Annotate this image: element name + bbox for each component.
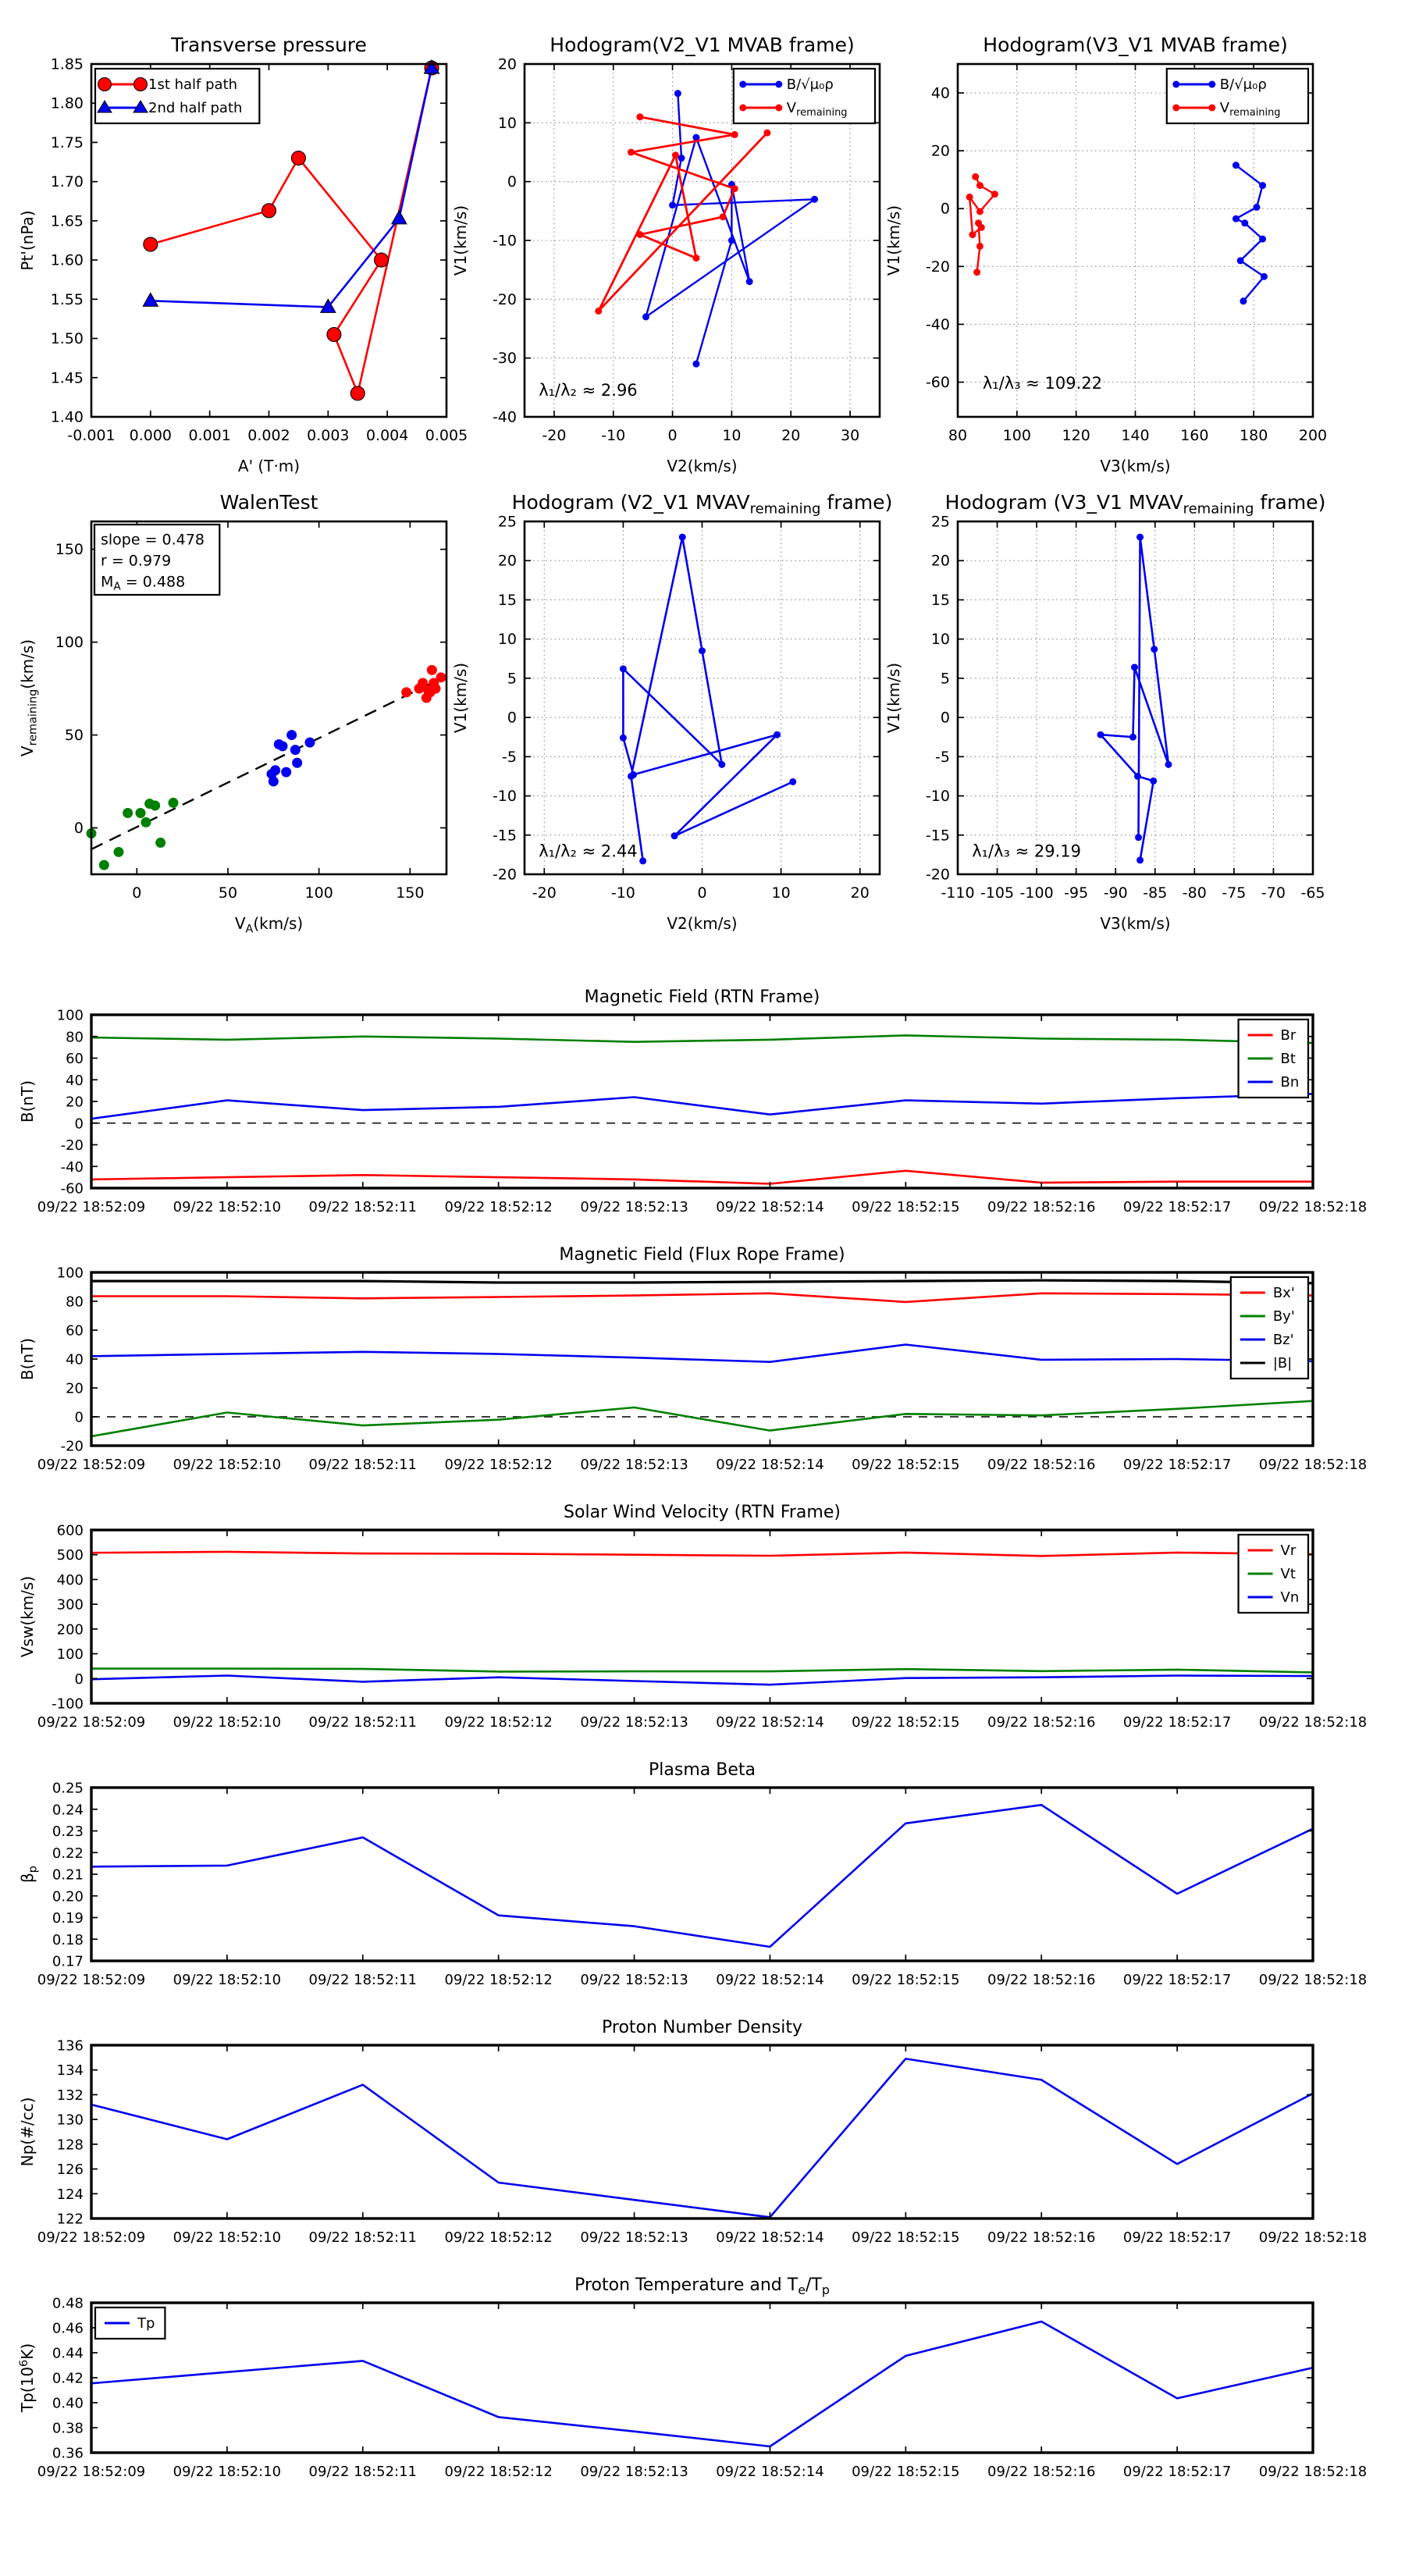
x-tick-label: 09/22 18:52:15 bbox=[852, 1714, 960, 1731]
x-tick-label: -90 bbox=[1103, 884, 1128, 902]
y-tick-label: -20 bbox=[925, 258, 950, 276]
y-tick-label: 132 bbox=[56, 2087, 84, 2104]
legend-proton-temperature bbox=[95, 2307, 165, 2339]
x-tick-label: 09/22 18:52:13 bbox=[580, 1457, 688, 1473]
x-tick-label: 30 bbox=[840, 427, 860, 444]
y-tick-label: 60 bbox=[66, 1322, 84, 1340]
annotation: λ₁/λ₂ ≈ 2.44 bbox=[539, 841, 638, 861]
y-tick-label: 400 bbox=[56, 1571, 84, 1589]
x-tick-label: 50 bbox=[218, 884, 238, 902]
legend-label: Vn bbox=[1280, 1589, 1300, 1606]
x-tick-label: 09/22 18:52:12 bbox=[444, 1714, 553, 1731]
plot-title: Proton Temperature and $T_e/T_p$ bbox=[574, 2275, 830, 2297]
plot-magnetic-field-rtn bbox=[18, 987, 1367, 1215]
y-tick-label: -20 bbox=[492, 866, 517, 884]
x-tick-label: -110 bbox=[941, 884, 975, 902]
x-tick-label: -85 bbox=[1143, 884, 1168, 902]
series-v-remaining-hodogram bbox=[623, 537, 792, 861]
legend-label: Bn bbox=[1280, 1074, 1300, 1091]
y-tick-label: 0.36 bbox=[52, 2445, 84, 2462]
x-tick-label: 100 bbox=[1002, 427, 1031, 444]
y-tick-label: 20 bbox=[66, 1380, 84, 1397]
x-tick-label: 09/22 18:52:18 bbox=[1258, 2229, 1368, 2246]
legend-magnetic-field-flux-rope bbox=[1231, 1277, 1308, 1379]
y-tick-label: 0 bbox=[74, 1409, 84, 1426]
y-tick-label: 10 bbox=[497, 631, 517, 649]
plot-transverse-pressure bbox=[18, 34, 468, 475]
y-tick-label: 60 bbox=[66, 1051, 84, 1067]
plot-hodogram-v2v1-mvab bbox=[451, 34, 880, 475]
y-tick-label: -20 bbox=[925, 866, 950, 884]
x-axis-label: V3(km/s) bbox=[1100, 914, 1171, 933]
x-axis-label: V2(km/s) bbox=[667, 914, 738, 933]
y-axis-label: V1(km/s) bbox=[451, 662, 470, 734]
x-tick-label: 0.000 bbox=[129, 427, 173, 444]
y-axis-label: $\beta_p$ bbox=[18, 1866, 40, 1883]
y-tick-label: -30 bbox=[492, 350, 517, 368]
y-tick-label: 0.40 bbox=[52, 2395, 84, 2412]
y-tick-label: 0.20 bbox=[52, 1888, 84, 1905]
annotation: λ₁/λ₂ ≈ 2.96 bbox=[539, 380, 638, 400]
legend-label: $V_{remaining}$ bbox=[786, 100, 848, 119]
y-tick-label: 1.55 bbox=[50, 290, 84, 308]
y-tick-label: 200 bbox=[56, 1621, 84, 1638]
y-axis-label: B(nT) bbox=[18, 1337, 37, 1381]
info-line: r = 0.979 bbox=[101, 552, 172, 570]
x-tick-label: 0.005 bbox=[425, 427, 468, 444]
plot-title: Solar Wind Velocity (RTN Frame) bbox=[564, 1503, 841, 1522]
x-tick-label: 0.001 bbox=[188, 427, 231, 444]
x-tick-label: 0 bbox=[132, 884, 142, 902]
x-tick-label: 10 bbox=[771, 884, 791, 902]
plot-proton-temperature bbox=[18, 2275, 1367, 2480]
legend-label: Bt bbox=[1280, 1051, 1296, 1067]
x-tick-label: 09/22 18:52:13 bbox=[580, 2229, 688, 2246]
plot-title: Plasma Beta bbox=[649, 1760, 756, 1780]
x-axis-label: $V_A(km/s)$ bbox=[234, 914, 304, 936]
y-tick-label: 1.75 bbox=[50, 133, 84, 151]
y-tick-label: -60 bbox=[60, 1180, 84, 1197]
x-tick-label: 09/22 18:52:10 bbox=[173, 2464, 282, 2480]
y-tick-label: 128 bbox=[56, 2137, 84, 2154]
x-tick-label: 09/22 18:52:16 bbox=[987, 2229, 1096, 2246]
x-tick-label: 0 bbox=[697, 884, 707, 902]
y-tick-label: 20 bbox=[497, 552, 517, 570]
axes-frame bbox=[91, 1788, 1313, 1961]
plot-hodogram-v3v1-mvab bbox=[884, 34, 1327, 475]
y-tick-label: 126 bbox=[56, 2161, 84, 2179]
y-tick-label: 50 bbox=[64, 727, 84, 745]
x-tick-label: -80 bbox=[1182, 884, 1207, 902]
y-tick-label: 1.60 bbox=[50, 251, 84, 269]
x-tick-label: -95 bbox=[1064, 884, 1089, 902]
y-tick-label: 1.70 bbox=[50, 173, 84, 191]
y-axis-label: B(nT) bbox=[18, 1080, 37, 1123]
x-tick-label: 09/22 18:52:12 bbox=[444, 2464, 553, 2480]
y-tick-label: 0.17 bbox=[52, 1953, 84, 1970]
y-tick-label: 80 bbox=[66, 1293, 84, 1311]
x-tick-label: 09/22 18:52:13 bbox=[580, 2464, 688, 2480]
x-tick-label: 09/22 18:52:18 bbox=[1258, 2464, 1368, 2480]
legend-label: 1st half path bbox=[148, 76, 238, 93]
x-tick-label: 09/22 18:52:10 bbox=[173, 1199, 282, 1215]
x-tick-label: -105 bbox=[980, 884, 1015, 902]
x-tick-label: 09/22 18:52:14 bbox=[716, 1714, 824, 1731]
plot-title: Hodogram(V3_V1 MVAB frame) bbox=[983, 34, 1288, 56]
x-tick-label: 09/22 18:52:17 bbox=[1122, 2229, 1232, 2246]
legend-label: Vr bbox=[1280, 1542, 1297, 1559]
plot-hodogram-v2v1-mvav bbox=[451, 491, 892, 933]
y-tick-label: 0.21 bbox=[52, 1866, 84, 1884]
x-tick-label: 09/22 18:52:11 bbox=[308, 1714, 417, 1731]
x-tick-label: 09/22 18:52:12 bbox=[444, 1972, 553, 1988]
y-tick-label: 0.44 bbox=[52, 2345, 84, 2362]
x-tick-label: 09/22 18:52:09 bbox=[37, 2464, 146, 2480]
plot-title: Hodogram (V2_V1 $MVAV_{remaining}$ frame) bbox=[511, 491, 893, 518]
x-tick-label: 0 bbox=[667, 427, 678, 444]
x-tick-label: 09/22 18:52:14 bbox=[716, 1457, 824, 1473]
y-tick-label: 122 bbox=[56, 2211, 84, 2228]
legend-label: Bx' bbox=[1272, 1285, 1295, 1301]
y-tick-label: 600 bbox=[56, 1522, 84, 1539]
x-tick-label: 09/22 18:52:17 bbox=[1122, 2464, 1232, 2480]
y-tick-label: -20 bbox=[60, 1137, 84, 1154]
series-by- bbox=[91, 1401, 1313, 1436]
y-tick-label: 25 bbox=[930, 513, 950, 531]
plot-title: WalenTest bbox=[219, 491, 318, 514]
plot-title: Hodogram(V2_V1 MVAB frame) bbox=[550, 34, 855, 56]
y-axis-label: Np(#/cc) bbox=[18, 2097, 37, 2167]
annotation: λ₁/λ₃ ≈ 109.22 bbox=[982, 373, 1103, 393]
y-tick-label: 0.24 bbox=[52, 1802, 84, 1819]
y-tick-label: 124 bbox=[56, 2186, 84, 2203]
x-tick-label: -20 bbox=[542, 427, 567, 444]
x-axis-label: A' (T·m) bbox=[237, 457, 301, 475]
y-tick-label: -10 bbox=[492, 788, 517, 806]
axes-frame bbox=[91, 2045, 1313, 2218]
y-tick-label: 15 bbox=[497, 591, 517, 609]
y-axis-label: V1(km/s) bbox=[884, 205, 903, 276]
y-axis-label: Vsw(km/s) bbox=[18, 1575, 37, 1658]
y-tick-label: -10 bbox=[925, 788, 950, 806]
x-tick-label: 09/22 18:52:16 bbox=[987, 1972, 1096, 1988]
legend-label: Vt bbox=[1280, 1566, 1296, 1582]
legend-solar-wind-velocity bbox=[1239, 1535, 1308, 1613]
y-axis-label: Pt'(nPa) bbox=[18, 210, 37, 271]
series-tp bbox=[91, 2322, 1313, 2446]
x-tick-label: 09/22 18:52:16 bbox=[987, 1199, 1096, 1215]
y-tick-label: 40 bbox=[66, 1351, 84, 1368]
y-tick-label: 1.65 bbox=[50, 212, 84, 230]
y-tick-label: -40 bbox=[60, 1158, 84, 1176]
y-tick-label: 5 bbox=[940, 670, 950, 688]
y-tick-label: 0 bbox=[74, 1670, 84, 1688]
series-bx- bbox=[91, 1293, 1313, 1302]
x-tick-label: 0.003 bbox=[307, 427, 350, 444]
x-tick-label: 09/22 18:52:15 bbox=[852, 2229, 960, 2246]
x-tick-label: 09/22 18:52:18 bbox=[1258, 1714, 1368, 1731]
plot-proton-number-density bbox=[18, 2018, 1367, 2246]
x-tick-label: 09/22 18:52:11 bbox=[308, 1199, 417, 1215]
y-tick-label: 1.50 bbox=[50, 330, 84, 348]
x-tick-label: 09/22 18:52:09 bbox=[37, 1199, 146, 1215]
x-tick-label: 09/22 18:52:10 bbox=[173, 1972, 282, 1988]
plot-plasma-beta bbox=[18, 1760, 1367, 1988]
legend-label: Br bbox=[1280, 1027, 1297, 1044]
y-tick-label: -10 bbox=[492, 232, 517, 250]
x-tick-label: 09/22 18:52:16 bbox=[987, 1714, 1096, 1731]
x-tick-label: 09/22 18:52:15 bbox=[852, 1199, 960, 1215]
x-tick-label: 09/22 18:52:17 bbox=[1122, 1714, 1232, 1731]
x-axis-label: V2(km/s) bbox=[667, 457, 738, 475]
x-tick-label: 09/22 18:52:14 bbox=[716, 2229, 824, 2246]
legend-transverse-pressure bbox=[95, 69, 259, 123]
y-tick-label: 0 bbox=[74, 1115, 84, 1133]
x-tick-label: 0.004 bbox=[365, 427, 409, 444]
x-tick-label: 09/22 18:52:11 bbox=[308, 2464, 417, 2480]
x-tick-label: 09/22 18:52:09 bbox=[37, 1714, 146, 1731]
x-tick-label: 160 bbox=[1180, 427, 1209, 444]
legend-hodogram-v2v1-mvab bbox=[734, 69, 875, 123]
series-vn bbox=[91, 1676, 1313, 1685]
legend-label: B/√μ₀ρ bbox=[786, 76, 834, 93]
series-vt bbox=[91, 1669, 1313, 1673]
x-tick-label: 09/22 18:52:17 bbox=[1122, 1457, 1232, 1473]
y-tick-label: 10 bbox=[497, 114, 517, 132]
y-tick-label: 0.42 bbox=[52, 2370, 84, 2387]
y-tick-label: 0.18 bbox=[52, 1931, 84, 1948]
y-tick-label: 1.40 bbox=[50, 408, 84, 426]
axes-frame bbox=[958, 521, 1313, 874]
y-tick-label: 40 bbox=[66, 1072, 84, 1089]
x-tick-label: 20 bbox=[850, 884, 870, 902]
y-axis-label: V1(km/s) bbox=[884, 662, 903, 734]
x-tick-label: 140 bbox=[1121, 427, 1150, 444]
plot-walen-test bbox=[18, 491, 446, 935]
legend-label: Tp bbox=[137, 2315, 155, 2332]
y-tick-label: 100 bbox=[55, 634, 84, 652]
x-tick-label: 09/22 18:52:15 bbox=[852, 1457, 960, 1473]
x-tick-label: 09/22 18:52:13 bbox=[580, 1972, 688, 1988]
x-tick-label: 100 bbox=[304, 884, 333, 902]
y-tick-label: 500 bbox=[56, 1547, 84, 1564]
x-tick-label: 09/22 18:52:14 bbox=[716, 1972, 824, 1988]
x-tick-label: -10 bbox=[610, 884, 635, 902]
y-tick-label: 20 bbox=[930, 552, 950, 570]
legend-label: B/√μ₀ρ bbox=[1219, 76, 1267, 93]
x-tick-label: 09/22 18:52:16 bbox=[987, 1457, 1096, 1473]
x-tick-label: 0.002 bbox=[247, 427, 290, 444]
x-tick-label: 09/22 18:52:13 bbox=[580, 1199, 688, 1215]
x-tick-label: -10 bbox=[601, 427, 626, 444]
annotation: λ₁/λ₃ ≈ 29.19 bbox=[972, 841, 1082, 861]
x-axis-label: V3(km/s) bbox=[1100, 457, 1171, 475]
plot-magnetic-field-flux-rope bbox=[18, 1245, 1367, 1473]
x-tick-label: 09/22 18:52:11 bbox=[308, 2229, 417, 2246]
plot-title: Transverse pressure bbox=[171, 34, 367, 56]
x-tick-label: 09/22 18:52:16 bbox=[987, 2464, 1096, 2480]
x-tick-label: 09/22 18:52:14 bbox=[716, 1199, 824, 1215]
plot-title: Magnetic Field (RTN Frame) bbox=[584, 987, 820, 1007]
y-tick-label: 0.19 bbox=[52, 1910, 84, 1927]
y-tick-label: 20 bbox=[66, 1094, 84, 1111]
y-axis-label: $V_{remaining}(km/s)$ bbox=[18, 639, 40, 757]
y-tick-label: 0 bbox=[940, 200, 950, 218]
y-tick-label: 20 bbox=[930, 142, 950, 160]
y-tick-label: -5 bbox=[502, 748, 517, 766]
y-tick-label: -60 bbox=[925, 374, 950, 392]
y-tick-label: -40 bbox=[492, 408, 517, 426]
y-tick-label: 20 bbox=[497, 55, 517, 73]
y-tick-label: -15 bbox=[925, 827, 950, 845]
series-bz- bbox=[91, 1345, 1313, 1362]
plot-title: Hodogram (V3_V1 $MVAV_{remaining}$ frame) bbox=[944, 491, 1326, 518]
x-tick-label: 09/22 18:52:18 bbox=[1258, 1972, 1368, 1988]
legend-label: By' bbox=[1272, 1308, 1295, 1325]
legend-label: Bz' bbox=[1272, 1332, 1294, 1348]
x-tick-label: -0.001 bbox=[67, 427, 116, 444]
plot-title: Proton Number Density bbox=[602, 2018, 802, 2037]
legend-label: 2nd half path bbox=[148, 100, 243, 116]
y-tick-label: 100 bbox=[56, 1007, 84, 1024]
y-tick-label: 25 bbox=[497, 513, 517, 531]
x-tick-label: -75 bbox=[1222, 884, 1247, 902]
y-tick-label: 0.22 bbox=[52, 1845, 84, 1862]
x-tick-label: 09/22 18:52:11 bbox=[308, 1972, 417, 1988]
y-tick-label: 130 bbox=[56, 2112, 84, 2129]
series--b- bbox=[91, 1280, 1313, 1283]
plot-title: Magnetic Field (Flux Rope Frame) bbox=[559, 1245, 845, 1265]
x-tick-label: 09/22 18:52:10 bbox=[173, 1714, 282, 1731]
y-tick-label: 100 bbox=[56, 1646, 84, 1663]
y-tick-label: -5 bbox=[935, 748, 950, 766]
y-tick-label: 1.85 bbox=[50, 55, 84, 73]
x-tick-label: 09/22 18:52:10 bbox=[173, 1457, 282, 1473]
x-tick-label: 09/22 18:52:18 bbox=[1258, 1457, 1368, 1473]
y-tick-label: 5 bbox=[507, 670, 517, 688]
series-np bbox=[91, 2058, 1313, 2217]
y-axis-label: V1(km/s) bbox=[451, 205, 470, 276]
x-tick-label: 09/22 18:52:18 bbox=[1258, 1199, 1368, 1215]
series-vr bbox=[91, 1552, 1313, 1556]
legend-hodogram-v3v1-mvab bbox=[1167, 69, 1308, 123]
y-tick-label: 80 bbox=[66, 1029, 84, 1046]
plot-hodogram-v3v1-mvav bbox=[884, 491, 1325, 933]
x-tick-label: -100 bbox=[1019, 884, 1054, 902]
series-v-remaining-hodogram bbox=[1101, 537, 1168, 860]
legend-label: $V_{remaining}$ bbox=[1219, 100, 1281, 119]
x-tick-label: 80 bbox=[948, 427, 968, 444]
y-tick-label: 40 bbox=[930, 84, 950, 102]
y-tick-label: -100 bbox=[52, 1695, 84, 1713]
y-tick-label: 0 bbox=[940, 709, 950, 727]
x-tick-label: -20 bbox=[532, 884, 557, 902]
x-tick-label: 09/22 18:52:09 bbox=[37, 2229, 146, 2246]
x-tick-label: 09/22 18:52:09 bbox=[37, 1972, 146, 1988]
y-tick-label: 134 bbox=[56, 2062, 84, 2080]
x-tick-label: 09/22 18:52:17 bbox=[1122, 1199, 1232, 1215]
series-v-remaining bbox=[599, 117, 767, 311]
info-box-walen-test bbox=[94, 525, 219, 595]
y-tick-label: 0.23 bbox=[52, 1823, 84, 1840]
y-tick-label: 10 bbox=[930, 631, 950, 649]
x-tick-label: 120 bbox=[1062, 427, 1090, 444]
x-tick-label: -65 bbox=[1300, 884, 1325, 902]
y-tick-label: 136 bbox=[56, 2037, 84, 2055]
y-tick-label: 0.38 bbox=[52, 2420, 84, 2437]
y-tick-label: -20 bbox=[492, 290, 517, 308]
axes-frame bbox=[91, 2303, 1313, 2453]
y-tick-label: 0 bbox=[507, 173, 517, 191]
y-tick-label: 15 bbox=[930, 591, 950, 609]
y-axis-label: $Tp(10^6K)$ bbox=[18, 2343, 37, 2413]
y-tick-label: 150 bbox=[55, 541, 84, 559]
y-tick-label: -20 bbox=[60, 1438, 84, 1455]
y-tick-label: 300 bbox=[56, 1596, 84, 1614]
x-tick-label: 09/22 18:52:11 bbox=[308, 1457, 417, 1473]
y-tick-label: 0.46 bbox=[52, 2320, 84, 2337]
y-tick-label: 100 bbox=[56, 1265, 84, 1282]
x-tick-label: 09/22 18:52:14 bbox=[716, 2464, 824, 2480]
x-tick-label: -70 bbox=[1261, 884, 1286, 902]
series-bt bbox=[91, 1035, 1313, 1043]
legend-label: |B| bbox=[1272, 1355, 1293, 1372]
x-tick-label: 09/22 18:52:15 bbox=[852, 2464, 960, 2480]
y-tick-label: -15 bbox=[492, 827, 517, 845]
x-tick-label: 10 bbox=[722, 427, 742, 444]
x-tick-label: 150 bbox=[396, 884, 425, 902]
y-tick-label: 0 bbox=[73, 820, 84, 838]
x-tick-label: 09/22 18:52:15 bbox=[852, 1972, 960, 1988]
plot-solar-wind-velocity bbox=[18, 1503, 1367, 1731]
x-tick-label: 09/22 18:52:17 bbox=[1122, 1972, 1232, 1988]
series-br bbox=[91, 1171, 1313, 1184]
x-tick-label: 200 bbox=[1298, 427, 1328, 444]
x-tick-label: 09/22 18:52:09 bbox=[37, 1457, 146, 1473]
legend-magnetic-field-rtn bbox=[1239, 1019, 1308, 1098]
x-tick-label: 20 bbox=[781, 427, 801, 444]
x-tick-label: 09/22 18:52:12 bbox=[444, 1457, 553, 1473]
x-tick-label: 09/22 18:52:10 bbox=[173, 2229, 282, 2246]
x-tick-label: 09/22 18:52:12 bbox=[444, 2229, 553, 2246]
y-tick-label: 1.45 bbox=[50, 369, 84, 387]
series-beta-p bbox=[91, 1805, 1313, 1947]
y-tick-label: -40 bbox=[925, 315, 950, 333]
y-tick-label: 0 bbox=[507, 709, 517, 727]
x-tick-label: 180 bbox=[1240, 427, 1268, 444]
series-bn bbox=[91, 1094, 1313, 1119]
y-tick-label: 0.25 bbox=[52, 1780, 84, 1797]
x-tick-label: 09/22 18:52:12 bbox=[444, 1199, 553, 1215]
info-line: $M_A = 0.488$ bbox=[101, 573, 186, 593]
y-tick-label: 0.48 bbox=[52, 2295, 84, 2312]
info-line: slope = 0.478 bbox=[101, 531, 205, 549]
x-tick-label: 09/22 18:52:13 bbox=[580, 1714, 688, 1731]
y-tick-label: 1.80 bbox=[50, 94, 84, 112]
